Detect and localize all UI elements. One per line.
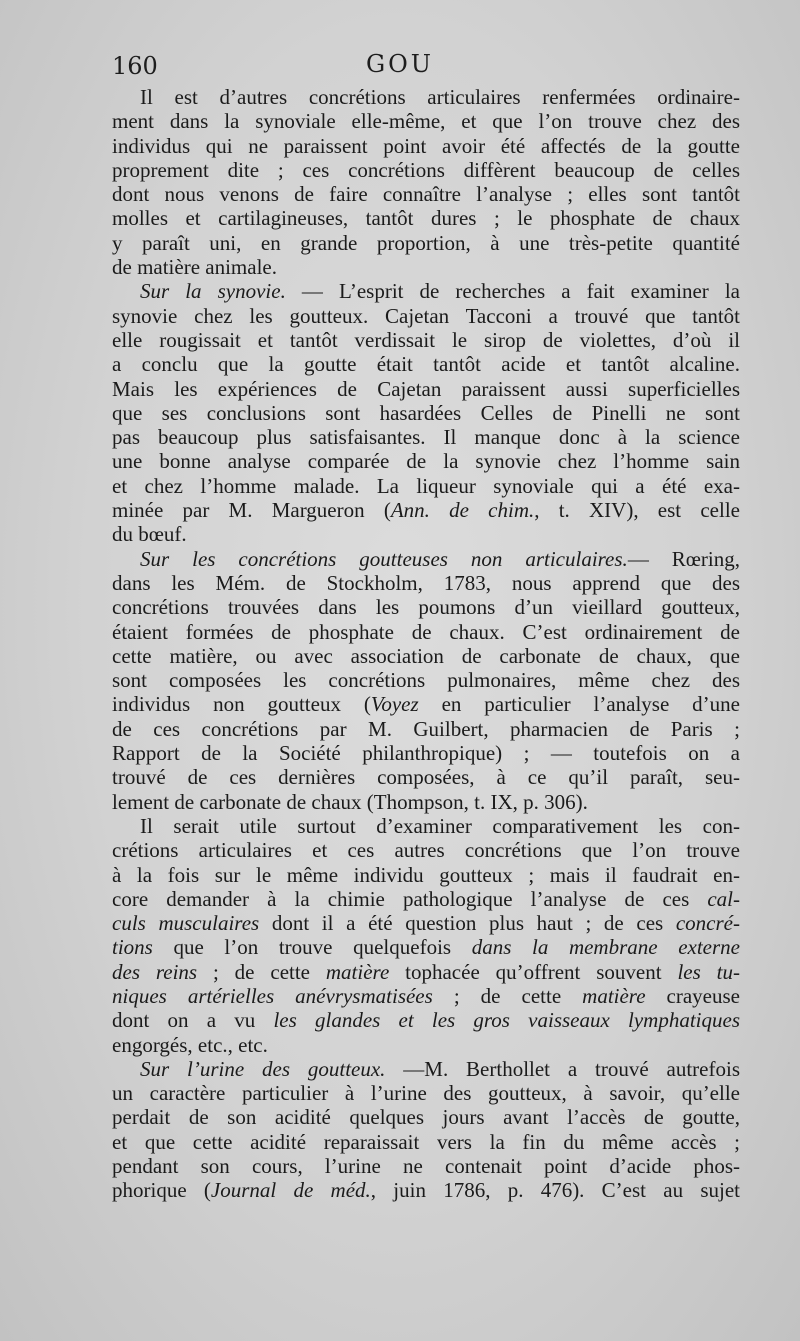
text-line <box>112 717 740 741</box>
text-line <box>112 1008 740 1032</box>
text-segment: individus non goutteux ( <box>112 692 371 717</box>
text-segment: ; de cette <box>432 983 583 1008</box>
text-segment: cette matière, ou avec association de carbonate de chaux, que <box>112 643 740 668</box>
text-line <box>112 935 740 959</box>
text-line <box>112 984 740 1008</box>
text-segment: Rapport de la Société philanthropique) ; — toutefois on a <box>112 741 740 766</box>
text-segment: un caractère particulier à l’urine des goutteux, à savoir, qu’elle <box>112 1081 740 1106</box>
text-segment: Il est d’autres concrétions articulaires renfermées ordinaire- <box>140 85 740 109</box>
text-segment: crétions articulaires et ces autres concrétions que l’on trouve <box>112 838 740 863</box>
text-line <box>112 887 740 911</box>
text-line <box>112 449 740 473</box>
italic-text: tions <box>112 935 153 960</box>
text-segment: phorique ( <box>112 1178 211 1203</box>
text-segment: engorgés, etc., etc. <box>112 1032 268 1057</box>
text-line <box>112 790 740 814</box>
text-segment: ment dans la synoviale elle-même, et que l’on trouve chez des <box>112 109 740 134</box>
italic-text: les tu- <box>677 959 740 984</box>
text-line <box>112 814 740 838</box>
body-text <box>112 85 740 1203</box>
text-segment: que ses conclusions sont hasardées Celles de Pinelli ne sont <box>112 400 740 425</box>
text-segment: lement de carbonate de chaux (Thompson, t. IX, p. 306). <box>112 789 588 814</box>
text-line <box>112 644 740 668</box>
italic-text: cal- <box>707 886 740 911</box>
text-line <box>112 182 740 206</box>
text-line <box>112 1057 740 1081</box>
text-segment: minée par M. Margueron ( <box>112 498 391 523</box>
text-segment: et chez l’homme malade. La liqueur synoviale qui a été exa- <box>112 473 740 498</box>
text-segment: de matière animale. <box>112 255 277 280</box>
text-line <box>112 328 740 352</box>
text-segment: pas beaucoup plus satisfaisantes. Il manque donc à la science <box>112 425 740 450</box>
italic-text: Ann. de chim. <box>390 498 535 523</box>
text-line <box>112 109 740 133</box>
text-segment: dont nous venons de faire connaître l’analyse ; elles sont tantôt <box>112 182 740 207</box>
text-line <box>112 668 740 692</box>
text-line <box>112 620 740 644</box>
text-line <box>112 595 740 619</box>
text-line <box>112 206 740 230</box>
italic-text: des reins <box>112 959 198 984</box>
text-segment: de ces concrétions par M. Guilbert, pharmacien de Paris ; <box>112 716 740 741</box>
text-segment: que l’on trouve quelquefois <box>152 935 472 960</box>
italic-text: Voyez <box>370 692 419 717</box>
text-segment: une bonne analyse comparée de la synovie chez l’homme sain <box>112 449 740 474</box>
text-line <box>112 401 740 425</box>
text-line <box>112 425 740 449</box>
text-segment: — Rœring, <box>627 546 741 571</box>
text-segment: du bœuf. <box>112 522 187 547</box>
text-line <box>112 134 740 158</box>
text-line <box>112 1081 740 1105</box>
italic-text: dans la membrane externe <box>471 935 740 960</box>
text-segment: —M. Berthollet a trouvé autrefois <box>385 1056 740 1081</box>
text-line <box>112 522 740 546</box>
italic-text: Sur les concrétions goutteuses non articulaires. <box>140 546 628 571</box>
text-segment: molles et cartilagineuses, tantôt dures ; le phosphate de chaux <box>112 206 740 231</box>
text-line <box>112 279 740 303</box>
text-line <box>112 231 740 255</box>
text-line <box>112 85 740 109</box>
text-segment: perdait de son acidité quelques jours avant l’accès de goutte, <box>112 1105 740 1130</box>
text-line <box>112 304 740 328</box>
text-line <box>112 352 740 376</box>
italic-text: Journal de méd. <box>210 1178 371 1203</box>
italic-text: matière <box>325 959 390 984</box>
text-segment: y paraît uni, en grande proportion, à une très-petite quantité <box>112 230 740 255</box>
text-segment: trouvé de ces dernières composées, à ce qu’il paraît, seu- <box>112 765 740 790</box>
text-line <box>112 474 740 498</box>
text-segment: dont il a été question plus haut ; de ces <box>259 911 676 936</box>
text-segment: pendant son cours, l’urine ne contenait point d’acide phos- <box>112 1154 740 1179</box>
italic-text: matière <box>582 983 646 1008</box>
text-segment: proprement dite ; ces concrétions diffèrent beaucoup de celles <box>112 157 740 182</box>
text-segment: crayeuse <box>645 983 740 1008</box>
text-line <box>112 1178 740 1202</box>
text-line <box>112 498 740 522</box>
text-line <box>112 765 740 789</box>
text-line <box>112 1105 740 1129</box>
text-line <box>112 960 740 984</box>
text-segment: — L’esprit de recherches a fait examiner la <box>285 279 740 304</box>
text-line <box>112 863 740 887</box>
text-segment: tophacée qu’offrent souvent <box>389 959 678 984</box>
text-line <box>112 1033 740 1057</box>
text-line <box>112 377 740 401</box>
italic-text: les glandes et les gros vaisseaux lymphatiques <box>273 1008 741 1033</box>
text-line <box>112 911 740 935</box>
text-segment: étaient formées de phosphate de chaux. C’est ordinairement de <box>112 619 740 644</box>
italic-text: Sur l’urine des goutteux. <box>140 1056 386 1081</box>
text-line <box>112 255 740 279</box>
text-line <box>112 158 740 182</box>
page-number: 160 <box>112 52 158 80</box>
text-segment: en particulier l’analyse d’une <box>418 692 740 717</box>
text-segment: sont composées les concrétions pulmonaires, même chez des <box>112 668 740 693</box>
text-segment: Mais les expériences de Cajetan paraissent aussi superficielles <box>112 376 740 401</box>
text-line <box>112 1154 740 1178</box>
italic-text: culs musculaires <box>112 911 260 936</box>
text-segment: dont on a vu <box>112 1008 274 1033</box>
text-line <box>112 692 740 716</box>
text-line <box>112 1130 740 1154</box>
text-segment: , juin 1786, p. 476). C’est au sujet <box>370 1178 740 1203</box>
text-line <box>112 741 740 765</box>
text-segment: ; de cette <box>197 959 326 984</box>
italic-text: concré- <box>675 911 740 936</box>
text-segment: , t. XIV), est celle <box>534 498 740 523</box>
text-line <box>112 838 740 862</box>
text-segment: core demander à la chimie pathologique l’analyse de ces <box>112 886 708 911</box>
text-segment: et que cette acidité reparaissait vers la fin du même accès ; <box>112 1129 740 1154</box>
italic-text: Sur la synovie. <box>140 279 286 304</box>
text-segment: Il serait utile surtout d’examiner comparativement les con- <box>140 813 740 838</box>
text-segment: concrétions trouvées dans les poumons d’un vieillard goutteux, <box>112 595 740 620</box>
text-segment: synovie chez les goutteux. Cajetan Tacconi a trouvé que tantôt <box>112 303 740 328</box>
running-head: GOU <box>365 50 435 78</box>
text-segment: individus qui ne paraissent point avoir été affectés de la goutte <box>112 133 740 158</box>
text-segment: dans les Mém. de Stockholm, 1783, nous apprend que des <box>112 570 740 595</box>
text-segment: elle rougissait et tantôt verdissait le sirop de violettes, d’où il <box>112 327 740 352</box>
text-segment: à la fois sur le même individu goutteux ; mais il faudrait en- <box>112 862 740 887</box>
text-line <box>112 547 740 571</box>
italic-text: niques artérielles anévrysmatisées <box>112 983 433 1008</box>
text-line <box>112 571 740 595</box>
text-segment: a conclu que la goutte était tantôt acide et tantôt alcaline. <box>112 352 740 377</box>
